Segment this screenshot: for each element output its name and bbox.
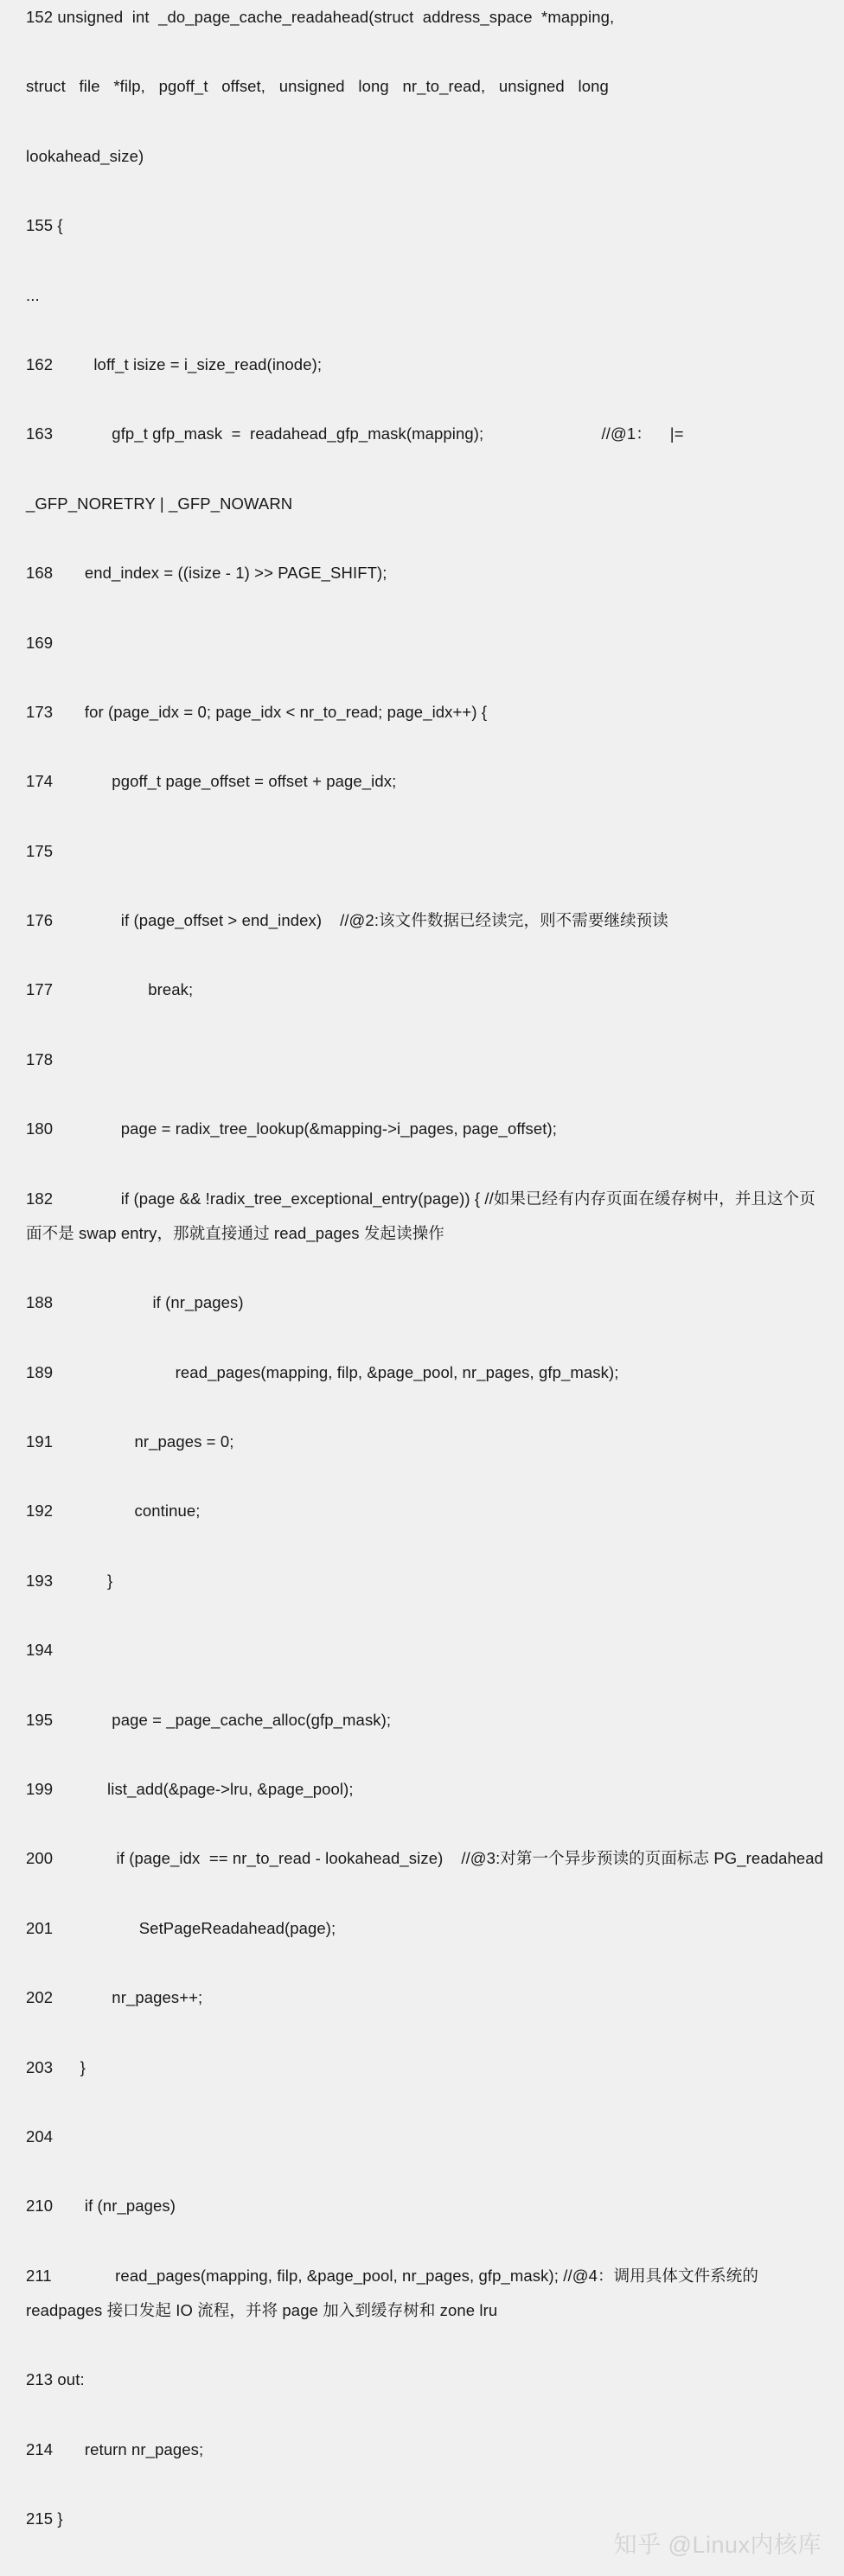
line-text: if (nr_pages) [57,2197,176,2216]
line-gap [0,730,844,764]
line-text: page = radix_tree_lookup(&mapping->i_pages, page_offset); [57,1119,557,1138]
line-gap [0,590,844,625]
code-line [0,1980,844,2015]
line-gap [0,800,844,834]
line-text: SetPageReadahead(page); [57,1918,336,1937]
line-number: 188 [26,1293,54,1312]
code-line [0,1355,844,1390]
zhihu-watermark: 知乎 @Linux内核库 [613,2532,822,2558]
line-text: end_index = ((isize - 1) >> PAGE_SHIFT); [57,564,387,583]
code-line [0,2433,844,2467]
line-number: 210 [26,2197,54,2216]
line-text: _GFP_NORETRY | _GFP_NOWARN [26,494,293,513]
line-gap [0,1390,844,1425]
line-number: 173 [26,702,54,721]
line-text: } [57,1571,113,1590]
line-gap [0,243,844,277]
line-gap [0,2398,844,2433]
code-line [0,139,844,174]
code-line [0,208,844,243]
line-gap [0,1877,844,1911]
line-gap [0,2224,844,2259]
code-line [0,556,844,590]
code-line [0,1112,844,1146]
code-line [0,2502,844,2536]
line-gap [0,2532,844,2571]
line-text: list_add(&page->lru, &page_pool); [57,1779,354,1798]
code-line [0,417,844,451]
line-number: 177 [26,980,54,999]
line-gap [0,1667,844,1702]
line-gap [0,1459,844,1494]
code-line [0,2050,844,2085]
line-gap [0,521,844,556]
code-line [0,1911,844,1946]
line-number: 169 [26,633,54,652]
code-line [0,1285,844,1320]
line-number: 178 [26,1049,54,1068]
line-gap [0,1251,844,1285]
line-number: 202 [26,1988,54,2007]
line-text: } [57,2509,63,2528]
line-gap [0,1529,844,1564]
line-text: pgoff_t page_offset = offset + page_idx; [57,772,397,791]
code-line [0,972,844,1007]
line-number: 199 [26,1779,54,1798]
line-number: 174 [26,772,54,791]
line-gap [0,869,844,903]
line-text: continue; [57,1502,201,1521]
line-number: 215 [26,2509,54,2528]
code-line [0,1494,844,1528]
line-gap [0,1738,844,1772]
line-text: return nr_pages; [57,2439,204,2458]
line-gap [0,2467,844,2502]
line-gap [0,1598,844,1633]
line-gap [0,2085,844,2120]
line-number: 182 [26,1189,54,1208]
line-gap [0,105,844,139]
line-number: 192 [26,1502,54,1521]
line-gap [0,313,844,348]
line-text: if (page_idx == nr_to_read - lookahead_size) //@3:对第一个异步预读的页面标志 PG_readahead [57,1849,824,1868]
line-text: nr_pages++; [57,1988,203,2007]
line-text: struct file *filp, pgoff_t offset, unsigned long nr_to_read, unsigned long [26,77,609,96]
line-text: if (nr_pages) [57,1293,244,1312]
line-gap [0,1146,844,1181]
line-number: 203 [26,2057,54,2076]
line-gap [0,2015,844,2050]
line-text: out: [57,2370,85,2389]
line-gap [0,1807,844,1841]
line-text: for (page_idx = 0; page_idx < nr_to_read; page_idx++) { [57,702,488,721]
code-line [0,278,844,313]
line-text: read_pages(mapping, filp, &page_pool, nr_pages, gfp_mask); [57,1362,619,1381]
line-number: 180 [26,1119,54,1138]
code-line [0,2120,844,2154]
line-text: read_pages(mapping, filp, &page_pool, nr_pages, gfp_mask); //@4：调用具体文件系统的 readpages 接口发起 IO 流程，并将 page 加入到缓存树和 zone lru [26,2266,764,2319]
line-number: 201 [26,1918,54,1937]
line-gap [0,1077,844,1112]
line-number: 214 [26,2439,54,2458]
code-line [0,69,844,104]
code-line [0,695,844,730]
line-number: 168 [26,564,54,583]
line-number: 162 [26,354,54,373]
line-number: 176 [26,911,54,930]
code-line [0,1703,844,1738]
code-line [0,1772,844,1807]
code-line [0,1841,844,1876]
line-number: 204 [26,2126,54,2146]
line-gap [0,35,844,69]
line-gap [0,2328,844,2362]
code-line [0,903,844,938]
code-line [0,2362,844,2397]
line-number: 155 [26,216,54,235]
code-line [0,348,844,382]
code-line [0,0,844,35]
line-text: break; [57,980,194,999]
code-line [0,1182,844,1251]
line-gap [0,2154,844,2189]
line-number: 213 [26,2370,54,2389]
line-gap [0,938,844,972]
line-text: loff_t isize = i_size_read(inode); [57,354,323,373]
code-line [0,487,844,521]
line-number: 200 [26,1849,54,1868]
line-gap [0,660,844,695]
code-line [0,764,844,799]
line-text: nr_pages = 0; [57,1432,234,1451]
line-number: 195 [26,1710,54,1729]
line-number: 193 [26,1571,54,1590]
code-line [0,2259,844,2328]
line-text: if (page && !radix_tree_exceptional_entry(page)) { //如果已经有内存页面在缓存树中，并且这个页面不是 swap entry，那就直接通过 read_pages 发起读操作 [26,1189,815,1242]
line-text: if (page_offset > end_index) //@2:该文件数据已经读完，则不需要继续预读 [57,911,668,930]
code-line [0,1564,844,1598]
code-line [0,834,844,869]
line-text: lookahead_size) [26,146,144,165]
code-line [0,1425,844,1459]
line-gap [0,1320,844,1355]
line-gap [0,1946,844,1980]
code-line [0,1633,844,1667]
line-number: 152 [26,8,54,26]
line-number: 211 [26,2266,52,2285]
line-number: 191 [26,1432,54,1451]
code-line [0,626,844,660]
line-text: ... [26,285,40,304]
line-text: unsigned int _do_page_cache_readahead(struct address_space *mapping, [57,8,615,26]
code-line [0,2189,844,2223]
line-number: 163 [26,424,54,443]
line-gap [0,1008,844,1043]
line-text: gfp_t gfp_mask = readahead_gfp_mask(mapping); //@1： |= [57,424,684,443]
code-line [0,1043,844,1077]
line-gap [0,174,844,208]
line-number: 189 [26,1362,54,1381]
line-gap [0,452,844,487]
line-number: 175 [26,841,54,860]
line-text: } [57,2057,86,2076]
line-text: page = _page_cache_alloc(gfp_mask); [57,1710,392,1729]
line-gap [0,382,844,417]
line-text: { [57,216,63,235]
line-number: 194 [26,1641,54,1660]
